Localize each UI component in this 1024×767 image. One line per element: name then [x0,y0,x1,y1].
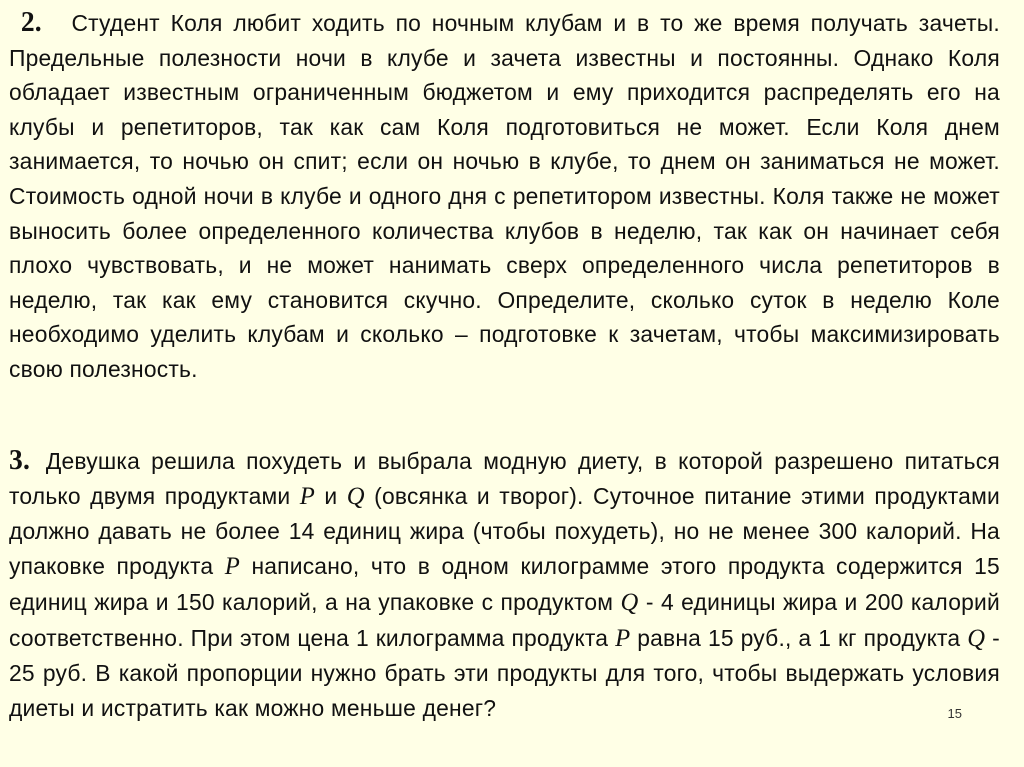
problem-3-text-part: Девушка решила похудеть и выбрала модную диету, в которой разрешено питаться только двумя продуктами [9,448,1000,509]
problem-3-number: 3. [9,445,31,476]
product-q-symbol: Q [967,624,986,652]
product-q-symbol: Q [620,588,639,616]
product-p-symbol: P [615,624,631,652]
problem-3-text-part: - 4 единицы жира и 200 калорий соответственно. При этом цена 1 килограмма продукта [9,588,1000,651]
problem-2 [9,6,1000,387]
product-p-symbol: P [299,482,316,510]
problem-2-text: Студент Коля любит ходить по ночным клубам и в то же время получать зачеты. Предельные полезности ночи в клубе и зачета известны и постоянны. Однако Коля обладает известным ограниченным бюджетом и ему приходится распределять его на клубы и репетиторов, так как сам Коля подготовиться не может. Если Коля днем занимается, то ночью он спит; если он ночью в клубе, то днем он заниматься не может. Стоимость одной ночи в клубе и одного дня с репетитором известны. Коля также не может выносить более определенного количества клубов в неделю, так как он начинает себя плохо чувствовать, и не может нанимать сверх определенного числа репетиторов в неделю, так как ему становится скучно. Определите, сколько суток в неделю Коле необходимо уделить клубам и сколько – подготовке к зачетам, чтобы максимизировать свою полезность. [9,10,1000,382]
problem-3-text-part: - 25 руб. В какой пропорции нужно брать эти продукты для того, чтобы выдержать условия диеты и истратить как можно меньше денег? [9,624,1000,721]
problem-3-text-part: и [315,482,347,509]
problem-3-text-part: (овсянка и творог). Суточное питание этими продуктами должно давать не более 14 единиц жира (чтобы похудеть), но не менее 300 калорий. На упаковке продукта [9,482,1000,580]
page-number: 15 [947,706,962,721]
problem-3-text-part: равна 15 руб., а 1 кг продукта [630,624,968,651]
product-p-symbol: P [224,553,241,581]
problem-3 [9,444,1000,726]
problem-2-number: 2. [20,7,42,38]
product-q-symbol: Q [346,482,365,510]
problem-3-text-part: написано, что в одном килограмме этого продукта содержится 15 единиц жира и 150 калорий, а на упаковке с продуктом [9,553,1000,615]
